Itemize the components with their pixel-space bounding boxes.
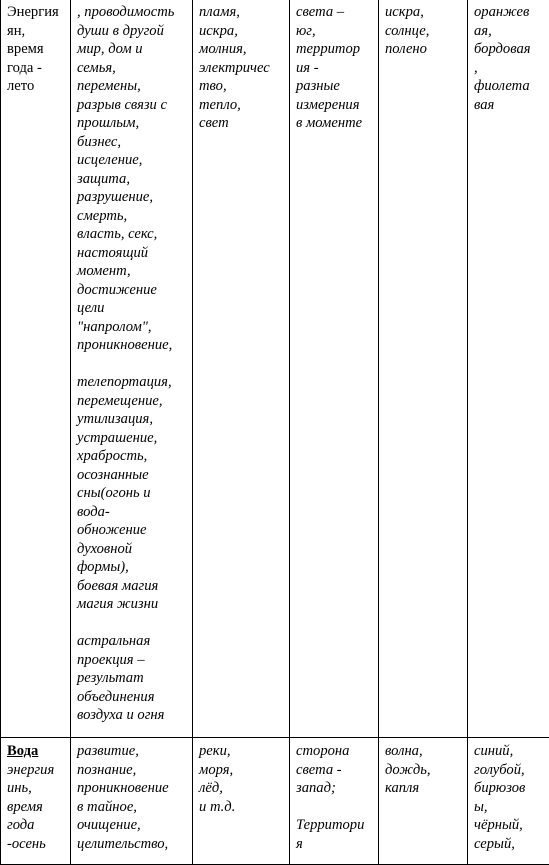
- cell-meaning-fire: [71, 0, 193, 738]
- cell-direction-fire: [290, 0, 379, 738]
- cell-symbols-water: [379, 738, 468, 865]
- cell-symbols-fire: [379, 0, 468, 738]
- direction-text: света – юг, территор ия - разные измерения в моменте: [296, 3, 372, 133]
- table-row: [1, 738, 549, 865]
- meaning-text: , проводимость души в другой мир, дом и семья, перемены, разрыв связи с прошлым, бизнес, исцеление, защита, разрушение, смерть, власть, секс, настоящий момент, достижение цели "напролом", проникновение,: [77, 3, 186, 355]
- meaning-text: телепортация, перемещение, утилизация, устрашение, храбрость, осознанные сны(огонь и вода- обножение духовной формы), боевая магия магия жизни: [77, 373, 186, 614]
- colors-text: оранжев ая, бордовая , фиолета вая: [474, 3, 543, 114]
- symbols-text: волна, дождь, капля: [385, 742, 461, 798]
- cell-colors-fire: [468, 0, 549, 738]
- cell-colors-water: [468, 738, 549, 865]
- element-title: Вода: [7, 742, 64, 761]
- direction-text: Территори я: [296, 816, 372, 853]
- forms-text: реки, моря, лёд, и т.д.: [199, 742, 283, 816]
- meaning-text: развитие, познание, проникновение в тайное, очищение, целительство,: [77, 742, 186, 853]
- table-row: [1, 0, 549, 738]
- cell-meaning-water: [71, 738, 193, 865]
- meaning-text: астральная проекция – результат объединения воздуха и огня: [77, 632, 186, 725]
- cell-forms-water: [193, 738, 290, 865]
- cell-forms-fire: [193, 0, 290, 738]
- cell-element-water: [1, 738, 71, 865]
- direction-text: сторона света - запад;: [296, 742, 372, 798]
- forms-text: пламя, искра, молния, электричес тво, тепло, свет: [199, 3, 283, 133]
- colors-text: синий, голубой, бирюзов ы, чёрный, серый,: [474, 742, 543, 853]
- cell-element-fire: [1, 0, 71, 738]
- symbols-text: искра, солнце, полено: [385, 3, 461, 59]
- element-description: энергия инь, время года -осень: [7, 761, 64, 854]
- cell-direction-water: [290, 738, 379, 865]
- element-description: Энергия ян, время года - лето: [7, 3, 64, 96]
